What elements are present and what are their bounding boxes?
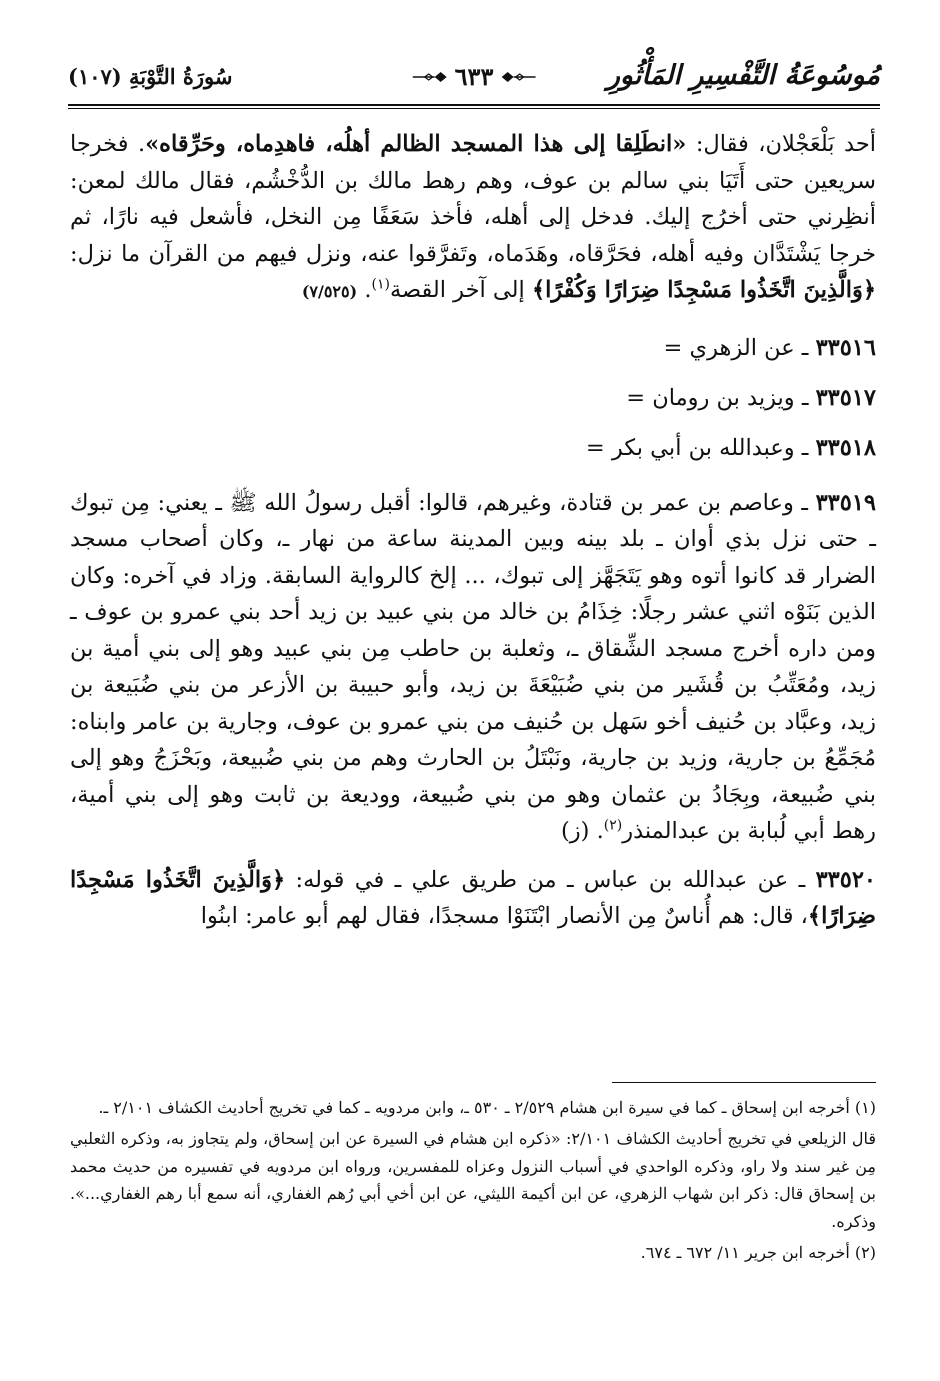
header-rule <box>68 104 880 109</box>
text-run: . فخرجا سريعين حتى أَتَيَا بني سالم بن عوف، وهم رهط مالك بن الدُّخْشُم، فقال مالك لمعن: أنظِرني حتى أخرُج إليك. فدخل إلى أهله، فأخذ سَعَفًا مِن النخل، فأشعل فيه نارًا، ثم خرجا يَشْتَدَّان وفيه أهله، فحَرَّقاه، وهَدَماه، وتَفرَّقوا عنه، ونزل فيهم من القرآن ما نزل: <box>70 131 876 267</box>
footnotes <box>70 1094 876 1270</box>
text-run: إلى آخر القصة <box>389 277 532 303</box>
chapter-title: سُورَةُ التَّوْبَةِ (١٠٧) <box>68 64 233 89</box>
entry-33516 <box>70 323 876 373</box>
entry-text: ـ عن الزهري = <box>663 334 816 361</box>
text-run: ، قال: هم أُناسٌ مِن الأنصار ابْتَنَوْا مسجدًا، فقال لهم أبو عامر: ابنُوا <box>200 903 808 929</box>
entry-33520 <box>70 862 876 935</box>
entry-number: ٣٣٥١٨ <box>815 434 876 461</box>
entry-text: ـ وعبدالله بن أبي بكر = <box>585 434 816 461</box>
footnote-marker[interactable]: (٢) <box>603 817 623 834</box>
text-run: . <box>357 277 372 303</box>
footnote-1: (١) أخرجه ابن إسحاق ـ كما في سيرة ابن هشام ٢/٥٢٩ ـ ٥٣٠ ـ، وابن مردويه ـ كما في تخريج أحاديث الكشاف ٢/١٠١ ـ. <box>98 1098 876 1117</box>
paragraph-continuation <box>70 126 876 311</box>
entry-33517 <box>70 373 876 423</box>
footnote-1-commentary: قال الزيلعي في تخريج أحاديث الكشاف ٢/١٠١: «ذكره ابن هشام في السيرة عن ابن إسحاق، ولم يتجاوز به، وذكره الثعلبي مِن غير سند ولا راو، وذكره الواحدي في أسباب النزول وعزاه للمفسرين، ورواه ابن مردويه في تفسيره من حديث محمد بن إسحاق قال: ذكر ابن شهاب الزهري، عن ابن أكيمة الليثي، عن ابن أخي أبي رُهم الغفاري، أنه سمع أبا رهم الغفاري...». وذكره. <box>70 1129 877 1231</box>
quran-verse: ﴿وَالَّذِينَ اتَّخَذُوا مَسْجِدًا ضِرَارًا﴾ <box>70 866 876 929</box>
entry-number: ٣٣٥١٦ <box>815 334 876 361</box>
page-number-block <box>413 62 536 91</box>
quran-verse: ﴿وَالَّذِينَ اتَّخَذُوا مَسْجِدًا ضِرَارًا وَكُفْرًا﴾ <box>531 277 876 303</box>
entry-text: ـ وعاصم بن عمر بن قتادة، وغيرهم، قالوا: أقبل رسولُ الله ﷺ ـ يعني: مِن تبوك ـ حتى نزل بذي أوان ـ بلد بينه وبين المدينة ساعة من نهار ـ، وكان أصحاب مسجد الضرار قد كانوا أتوه وهو يَتَجَهَّز إلى تبوك، ... إلخ كالرواية السابقة. وزاد في آخره: وكان الذين بَنَوْه اثني عشر رجلًا: خِذَامُ بن خالد من بني عبيد بن زيد أحد بني عمرو بن عوف ـ ومن داره أخرج مسجد الشِّقاق ـ، وثعلبة بن حاطب مِن بني عبيد وهو إلى بني أمية بن زيد، ومُعَتِّبُ بن قُشَير من بني ضُبَيْعَةَ بن زيد، وأبو حبيبة بن الأزعر من بني ضُبَيعة بن زيد، وعبَّاد بن حُنيف أخو سَهل بن حُنيف من بني عمرو بن عوف، وجارية بن عامر وابناه: مُجَمِّعُ بن جارية، وزيد بن جارية، ونَبْتَلُ بن الحارث وهم من بني ضُبيعة، وبَحْزَجُ وهو إلى بني ضُبيعة، وبِجَادُ بن عثمان وهو من بني ضُبيعة، ووديعة بن ثابت وهو إلى بني أمية، رهط أبي لُبابة بن عبدالمنذر <box>70 489 876 844</box>
text-run: . (ز) <box>561 818 604 844</box>
entry-33519 <box>70 485 876 850</box>
ornament-right-icon <box>501 69 535 85</box>
footnote-2: (٢) أخرجه ابن جرير ١١/ ٦٧٢ ـ ٦٧٤. <box>640 1243 876 1263</box>
page-header <box>68 58 880 100</box>
entry-33518 <box>70 423 876 473</box>
page-number: ٦٣٣ <box>454 62 494 91</box>
footnote-separator <box>612 1082 876 1083</box>
ornament-left-icon <box>413 69 447 85</box>
entry-number: ٣٣٥١٧ <box>815 384 876 411</box>
text-run: أحد بَلْعَجْلان، فقال: <box>686 131 876 157</box>
main-text <box>70 126 876 935</box>
entry-text: ـ عن عبدالله بن عباس ـ من طريق علي ـ في قوله: <box>285 866 816 893</box>
entry-number: ٣٣٥١٩ <box>815 489 876 516</box>
entry-number: ٣٣٥٢٠ <box>815 866 876 893</box>
entry-text: ـ ويزيد بن رومان = <box>626 384 816 411</box>
footnote-marker[interactable]: (١) <box>371 276 390 293</box>
book-title: مُوسُوعَةُ التَّفْسِيرِ المَأْثُورِ <box>606 60 880 91</box>
hadith-quote: «انطَلِقا إلى هذا المسجد الظالم أهلُه، فاهدِماه، وحَرِّقاه» <box>145 131 687 157</box>
volume-page-ref: (٧/٥٢٥) <box>301 282 358 301</box>
